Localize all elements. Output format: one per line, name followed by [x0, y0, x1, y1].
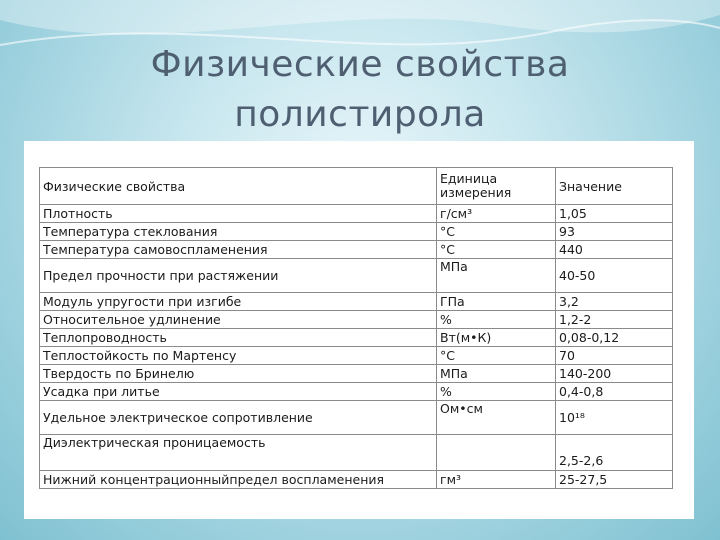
cell-unit: МПа [437, 365, 556, 383]
cell-property: Теплопроводность [40, 329, 437, 347]
cell-unit: °С [437, 347, 556, 365]
cell-property: Температура самовоспламенения [40, 241, 437, 259]
cell-unit: % [437, 383, 556, 401]
properties-table [39, 167, 673, 489]
cell-value: 25-27,5 [556, 471, 673, 489]
cell-value: 1,2-2 [556, 311, 673, 329]
cell-value: 1,05 [556, 205, 673, 223]
slide-title-line-1: Физические свойства [150, 44, 570, 85]
slide-title-line-2: полистирола [234, 94, 486, 135]
cell-value: 140-200 [556, 365, 673, 383]
table-row [40, 435, 673, 471]
table-row [40, 311, 673, 329]
header-value: Значение [556, 168, 673, 205]
table-row [40, 205, 673, 223]
table-row [40, 329, 673, 347]
cell-value: 440 [556, 241, 673, 259]
cell-value: 0,08-0,12 [556, 329, 673, 347]
cell-property: Удельное электрическое сопротивление [40, 401, 437, 435]
cell-unit: гм³ [437, 471, 556, 489]
table-row [40, 471, 673, 489]
cell-value: 70 [556, 347, 673, 365]
cell-property: Относительное удлинение [40, 311, 437, 329]
cell-property: Усадка при литье [40, 383, 437, 401]
table-image [24, 141, 694, 519]
cell-unit: % [437, 311, 556, 329]
slide-title [0, 40, 720, 140]
cell-value: 93 [556, 223, 673, 241]
cell-property: Твердость по Бринелю [40, 365, 437, 383]
cell-unit [437, 435, 556, 471]
table-row [40, 347, 673, 365]
header-unit: Единица измерения [437, 168, 556, 205]
cell-unit: °С [437, 223, 556, 241]
cell-unit: ГПа [437, 293, 556, 311]
cell-property: Модуль упругости при изгибе [40, 293, 437, 311]
cell-property: Предел прочности при растяжении [40, 259, 437, 293]
cell-unit: °С [437, 241, 556, 259]
cell-unit: МПа [437, 259, 556, 293]
header-property: Физические свойства [40, 168, 437, 205]
cell-property: Плотность [40, 205, 437, 223]
cell-property: Температура стеклования [40, 223, 437, 241]
cell-value: 40-50 [556, 259, 673, 293]
table-row [40, 241, 673, 259]
cell-value: 0,4-0,8 [556, 383, 673, 401]
cell-value: 10¹⁸ [556, 401, 673, 435]
cell-property: Диэлектрическая проницаемость [40, 435, 437, 471]
cell-property: Нижний концентрационныйпредел воспламенения [40, 471, 437, 489]
cell-property: Теплостойкость по Мартенсу [40, 347, 437, 365]
table-header-row [40, 168, 673, 205]
cell-value: 3,2 [556, 293, 673, 311]
table-row [40, 383, 673, 401]
table-row [40, 401, 673, 435]
table-row [40, 365, 673, 383]
table-row [40, 259, 673, 293]
cell-unit: г/см³ [437, 205, 556, 223]
cell-value: 2,5-2,6 [556, 435, 673, 471]
cell-unit: Вт(м•К) [437, 329, 556, 347]
table-row [40, 293, 673, 311]
cell-unit: Ом•см [437, 401, 556, 435]
table-row [40, 223, 673, 241]
